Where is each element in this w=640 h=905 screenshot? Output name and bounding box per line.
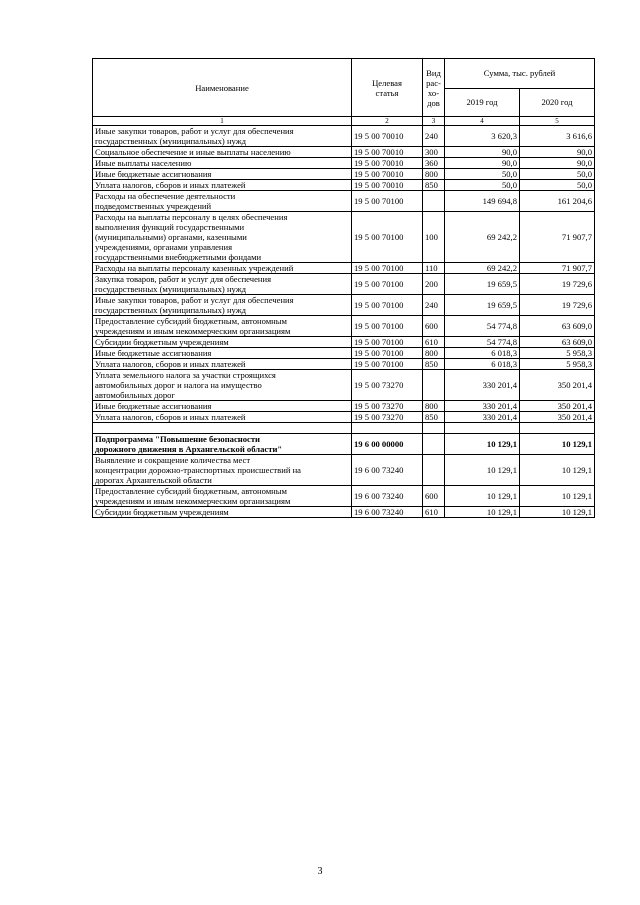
amount-2020: 5 958,3 [520,348,595,359]
target-article-code: 19 5 00 73270 [352,412,423,423]
budget-table [92,58,595,518]
header-year-2019: 2019 год [445,88,520,117]
table-row [93,348,595,359]
expense-type-code [423,434,445,455]
table-row [93,274,595,295]
row-name-line: (муниципальными) органами, казенными [95,232,247,242]
row-name-line: государственных (муниципальных) нужд [95,136,247,146]
row-name [93,507,352,518]
row-name-line: концентрации дорожно-транспортных происшествий на [95,465,301,475]
row-name-line: государственных (муниципальных) нужд [95,305,247,315]
table-row [93,455,595,486]
amount-2020: 350 201,4 [520,401,595,412]
target-article-code: 19 5 00 70010 [352,126,423,147]
row-name-line: Иные закупки товаров, работ и услуг для обеспечения [95,295,294,305]
column-number: 1 [93,117,352,126]
amount-2019: 19 659,5 [445,274,520,295]
row-name-line: учреждениям и иным некоммерческим организациям [95,496,291,506]
row-name-line: Иные выплаты населению [95,158,192,168]
amount-2019: 69 242,2 [445,263,520,274]
expense-type-code [423,370,445,401]
column-number-row [93,117,595,126]
amount-2020: 5 958,3 [520,359,595,370]
target-article-code: 19 5 00 70100 [352,295,423,316]
table-row [93,337,595,348]
table-row [93,507,595,518]
target-article-code: 19 5 00 70100 [352,316,423,337]
table-row [93,412,595,423]
row-name-line: учреждениям и иным некоммерческим организациям [95,326,291,336]
amount-2019: 90,0 [445,158,520,169]
target-article-code: 19 5 00 70010 [352,158,423,169]
amount-2019: 6 018,3 [445,359,520,370]
expense-type-code: 100 [423,212,445,263]
table-row [93,263,595,274]
amount-2019: 10 129,1 [445,434,520,455]
expense-type-code: 850 [423,359,445,370]
row-name-line: Уплата налогов, сборов и иных платежей [95,359,246,369]
row-name-line: автомобильных дорог и налога на имущество [95,380,262,390]
amount-2020: 350 201,4 [520,370,595,401]
table-row [93,158,595,169]
row-name-line: Предоставление субсидий бюджетным, автономным [95,316,287,326]
row-name-line: Подпрограмма "Повышение безопасности [95,434,261,444]
row-name-line: государственными внебюджетными фондами [95,252,262,262]
row-name [93,370,352,401]
header-sum: Сумма, тыс. рублей [445,59,595,89]
row-name-line: Выявление и сокращение количества мест [95,455,251,465]
amount-2020: 10 129,1 [520,434,595,455]
amount-2019: 10 129,1 [445,486,520,507]
amount-2020: 350 201,4 [520,412,595,423]
table-row [93,212,595,263]
target-article-code: 19 6 00 73240 [352,507,423,518]
row-name [93,158,352,169]
row-name [93,316,352,337]
amount-2019: 10 129,1 [445,507,520,518]
target-article-code: 19 5 00 70100 [352,274,423,295]
row-name [93,274,352,295]
target-article-code: 19 5 00 70100 [352,359,423,370]
header-target-article [352,59,423,117]
row-name-line: Иные бюджетные ассигнования [95,348,212,358]
row-name-line: Расходы на выплаты персоналу в целях обеспечения [95,212,288,222]
amount-2020: 19 729,6 [520,295,595,316]
expense-type-code [423,191,445,212]
table-row [93,359,595,370]
amount-2020: 71 907,7 [520,263,595,274]
table-row [93,169,595,180]
expense-type-code: 200 [423,274,445,295]
row-name-line: Предоставление субсидий бюджетным, автономным [95,486,287,496]
expense-type-code: 850 [423,412,445,423]
target-article-code: 19 5 00 73270 [352,370,423,401]
expense-type-code: 110 [423,263,445,274]
target-article-code: 19 6 00 73240 [352,455,423,486]
target-article-code: 19 5 00 70100 [352,263,423,274]
expense-type-code: 610 [423,337,445,348]
header-vid-line: Вид [426,67,441,78]
header-expense-type [423,59,445,117]
table-row [93,191,595,212]
target-article-code: 19 5 00 70100 [352,191,423,212]
amount-2019: 330 201,4 [445,401,520,412]
amount-2019: 149 694,8 [445,191,520,212]
header-name: Наименование [93,59,352,117]
row-name-line: Расходы на выплаты персоналу казенных учреждений [95,263,294,273]
amount-2020: 71 907,7 [520,212,595,263]
row-name [93,212,352,263]
amount-2019: 54 774,8 [445,337,520,348]
page-number: 3 [317,866,323,877]
row-name [93,126,352,147]
empty-cell [445,423,520,434]
row-name [93,455,352,486]
row-name-line: Уплата налогов, сборов и иных платежей [95,412,246,422]
header-code-line: статья [375,87,399,98]
amount-2019: 3 620,3 [445,126,520,147]
amount-2019: 69 242,2 [445,212,520,263]
row-name [93,486,352,507]
amount-2020: 50,0 [520,169,595,180]
row-name [93,169,352,180]
expense-type-code: 600 [423,316,445,337]
amount-2019: 19 659,5 [445,295,520,316]
amount-2019: 90,0 [445,147,520,158]
amount-2020: 3 616,6 [520,126,595,147]
expense-type-code: 360 [423,158,445,169]
amount-2020: 10 129,1 [520,507,595,518]
row-name [93,401,352,412]
amount-2020: 10 129,1 [520,455,595,486]
header-year-2020: 2020 год [520,88,595,117]
row-name [93,434,352,455]
row-name-line: Уплата налогов, сборов и иных платежей [95,180,246,190]
target-article-code: 19 6 00 73240 [352,486,423,507]
amount-2019: 6 018,3 [445,348,520,359]
row-name-line: Иные закупки товаров, работ и услуг для обеспечения [95,126,294,136]
row-name [93,295,352,316]
amount-2020: 161 204,6 [520,191,595,212]
row-name-line: подведомственных учреждений [95,201,212,211]
amount-2020: 63 609,0 [520,316,595,337]
amount-2020: 19 729,6 [520,274,595,295]
row-name-line: Уплата земельного налога за участки строящихся [95,370,276,380]
expense-type-code: 240 [423,126,445,147]
column-number: 5 [520,117,595,126]
row-name [93,337,352,348]
row-name [93,147,352,158]
row-name [93,263,352,274]
table-row [93,401,595,412]
empty-cell [352,423,423,434]
amount-2020: 90,0 [520,147,595,158]
empty-cell [520,423,595,434]
amount-2019: 50,0 [445,180,520,191]
table-row [93,486,595,507]
row-name-line: учреждениями, органами управления [95,242,233,252]
expense-type-code: 800 [423,401,445,412]
table-row [93,147,595,158]
column-number: 2 [352,117,423,126]
expense-type-code: 800 [423,169,445,180]
expense-type-code: 610 [423,507,445,518]
table-row [93,126,595,147]
row-name-line: Расходы на обеспечение деятельности [95,191,236,201]
row-name-line: выполнения функций государственными [95,222,245,232]
header-vid-line: рас- [426,77,441,88]
target-article-code: 19 5 00 70100 [352,337,423,348]
row-name [93,412,352,423]
amount-2020: 50,0 [520,180,595,191]
amount-2019: 54 774,8 [445,316,520,337]
row-name-line: Иные бюджетные ассигнования [95,169,212,179]
column-number: 3 [423,117,445,126]
amount-2019: 50,0 [445,169,520,180]
table-row [93,370,595,401]
amount-2020: 10 129,1 [520,486,595,507]
row-name-line: Субсидии бюджетным учреждениям [95,337,229,347]
header-code-line: Целевая [372,77,402,88]
row-name-line: Закупка товаров, работ и услуг для обеспечения [95,274,272,284]
header-vid-line: дов [427,97,440,108]
empty-cell [93,423,352,434]
row-name-line: автомобильных дорог [95,390,175,400]
expense-type-code [423,455,445,486]
expense-type-code: 600 [423,486,445,507]
amount-2020: 63 609,0 [520,337,595,348]
amount-2019: 330 201,4 [445,370,520,401]
column-number: 4 [445,117,520,126]
expense-type-code: 240 [423,295,445,316]
table-row [93,316,595,337]
blank-row [93,423,595,434]
table-row [93,180,595,191]
table-body [93,126,595,518]
row-name-line: дорогах Архангельской области [95,475,212,485]
table-row [93,434,595,455]
expense-type-code: 300 [423,147,445,158]
amount-2019: 330 201,4 [445,412,520,423]
row-name [93,180,352,191]
target-article-code: 19 5 00 70100 [352,348,423,359]
table-row [93,295,595,316]
target-article-code: 19 5 00 70010 [352,169,423,180]
target-article-code: 19 5 00 70010 [352,180,423,191]
row-name [93,359,352,370]
row-name-line: Социальное обеспечение и иные выплаты населению [95,147,291,157]
target-article-code: 19 5 00 70010 [352,147,423,158]
target-article-code: 19 5 00 73270 [352,401,423,412]
amount-2019: 10 129,1 [445,455,520,486]
row-name [93,191,352,212]
expense-type-code: 850 [423,180,445,191]
expense-type-code: 800 [423,348,445,359]
target-article-code: 19 6 00 00000 [352,434,423,455]
row-name-line: дорожного движения в Архангельской области" [95,444,283,454]
target-article-code: 19 5 00 70100 [352,212,423,263]
empty-cell [423,423,445,434]
row-name-line: Субсидии бюджетным учреждениям [95,507,229,517]
row-name-line: государственных (муниципальных) нужд [95,284,247,294]
amount-2020: 90,0 [520,158,595,169]
header-vid-line: хо- [427,87,440,98]
row-name-line: Иные бюджетные ассигнования [95,401,212,411]
row-name [93,348,352,359]
